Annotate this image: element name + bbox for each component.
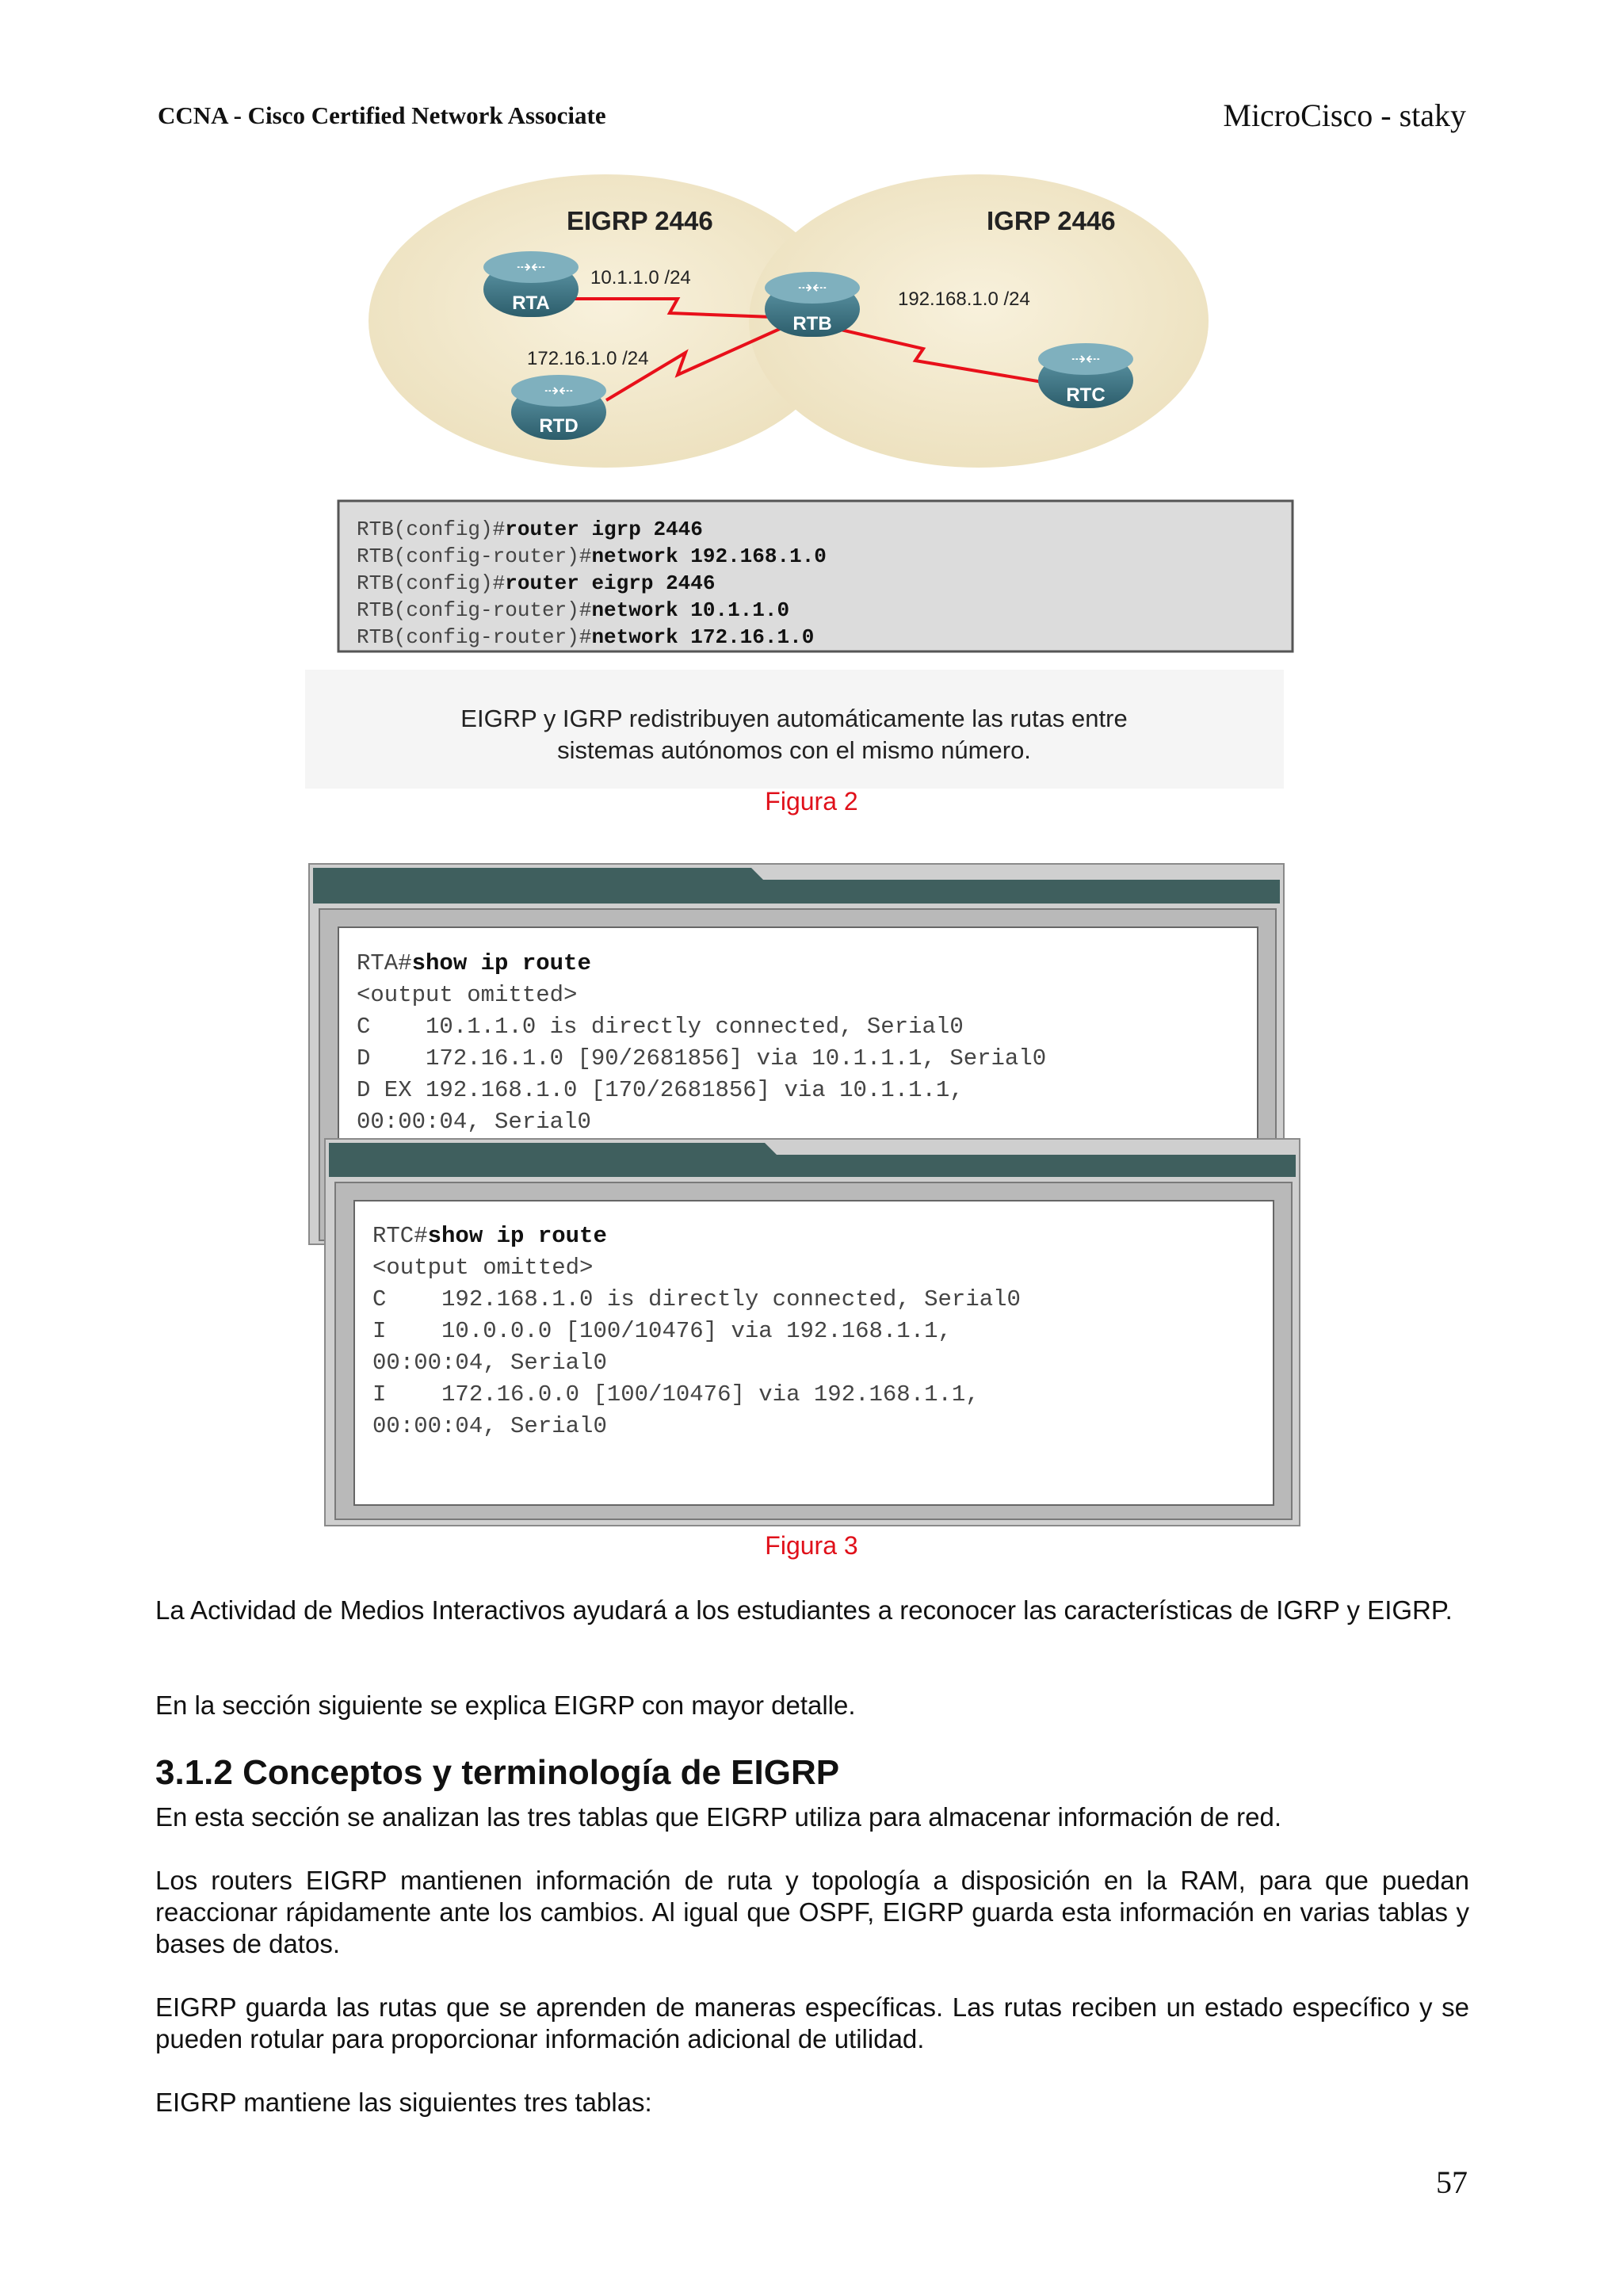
section-heading: 3.1.2 Conceptos y terminología de EIGRP	[155, 1753, 840, 1792]
rta-command-line: RTA#show ip route	[357, 950, 591, 976]
link-label-10: 10.1.1.0 /24	[590, 267, 691, 288]
paragraph-2: En la sección siguiente se explica EIGRP con mayor detalle.	[155, 1690, 856, 1720]
rta-output-line: D 172.16.1.0 [90/2681856] via 10.1.1.1, Serial0	[357, 1045, 1047, 1072]
config-line: RTB(config)#router igrp 2446	[357, 518, 703, 541]
config-line: RTB(config-router)#network 172.16.1.0	[357, 625, 815, 649]
rta-output-line: D EX 192.168.1.0 [170/2681856] via 10.1.1.1,	[357, 1077, 964, 1103]
rtc-output-line: 00:00:04, Serial0	[372, 1350, 607, 1376]
svg-text:RTB: RTB	[792, 313, 832, 334]
rtc-output-line: I 172.16.0.0 [100/10476] via 192.168.1.1,	[372, 1381, 980, 1408]
rta-output-line: 00:00:04, Serial0	[357, 1109, 591, 1135]
link-label-192: 192.168.1.0 /24	[898, 288, 1030, 310]
rtc-output-line: I 10.0.0.0 [100/10476] via 192.168.1.1,	[372, 1318, 952, 1344]
svg-text:RTA: RTA	[512, 292, 550, 314]
rtc-command-line: RTC#show ip route	[372, 1223, 607, 1249]
svg-text:⇢⇠: ⇢⇠	[516, 258, 546, 277]
note-line-1: EIGRP y IGRP redistribuyen automáticamente las rutas entre	[460, 705, 1128, 732]
rtc-window	[325, 1139, 1300, 1526]
link-label-172: 172.16.1.0 /24	[527, 348, 649, 369]
router-rta	[483, 251, 579, 317]
rtc-output-line: <output omitted>	[372, 1255, 594, 1281]
config-line: RTB(config-router)#network 192.168.1.0	[357, 544, 827, 568]
header-title: CCNA - Cisco Certified Network Associate	[158, 101, 606, 129]
figure-2-caption: Figura 2	[765, 787, 858, 816]
igrp-cloud-label: IGRP 2446	[987, 206, 1116, 235]
paragraph-6: EIGRP mantiene las siguientes tres tablas:	[155, 2088, 652, 2117]
svg-text:⇢⇠: ⇢⇠	[544, 381, 574, 401]
paragraph-1: La Actividad de Medios Interactivos ayudará a los estudiantes a reconocer las características de IGRP y EIGRP.	[155, 1595, 1453, 1625]
paragraph-3: En esta sección se analizan las tres tablas que EIGRP utiliza para almacenar información de red.	[155, 1802, 1281, 1832]
svg-text:⇢⇠: ⇢⇠	[1071, 350, 1101, 369]
svg-text:RTD: RTD	[539, 415, 579, 437]
router-rtc	[1038, 343, 1133, 408]
figure-3-caption: Figura 3	[765, 1531, 858, 1560]
rta-output-line: C 10.1.1.0 is directly connected, Serial0	[357, 1014, 964, 1040]
rta-output-line: <output omitted>	[357, 982, 578, 1008]
svg-text:RTC: RTC	[1066, 384, 1106, 406]
figure-3-diagram	[305, 860, 1316, 1534]
eigrp-cloud-label: EIGRP 2446	[567, 206, 713, 235]
figure-2-diagram	[305, 162, 1316, 789]
router-rtb	[765, 272, 860, 337]
rtc-output-line: C 192.168.1.0 is directly connected, Serial0	[372, 1286, 1021, 1312]
paragraph-4: Los routers EIGRP mantienen información de ruta y topología a disposición en la RAM, para que puedan reaccionar rápidamente ante los cambios. Al igual que OSPF, EIGRP guarda esta información en varias tablas y bases de datos.	[155, 1866, 1469, 1958]
header-author: MicroCisco - staky	[1223, 97, 1466, 133]
rtc-output-line: 00:00:04, Serial0	[372, 1413, 607, 1439]
note-line-2: sistemas autónomos con el mismo número.	[557, 736, 1031, 764]
svg-text:⇢⇠: ⇢⇠	[797, 278, 827, 298]
config-line: RTB(config-router)#network 10.1.1.0	[357, 598, 790, 622]
page-number: 57	[1436, 2164, 1468, 2200]
router-rtd	[511, 375, 606, 440]
paragraph-5: EIGRP guarda las rutas que se aprenden de maneras específicas. Las rutas reciben un estado específico y se pueden rotular para proporcionar información adicional de utilidad.	[155, 1992, 1469, 2053]
config-line: RTB(config)#router eigrp 2446	[357, 571, 716, 595]
